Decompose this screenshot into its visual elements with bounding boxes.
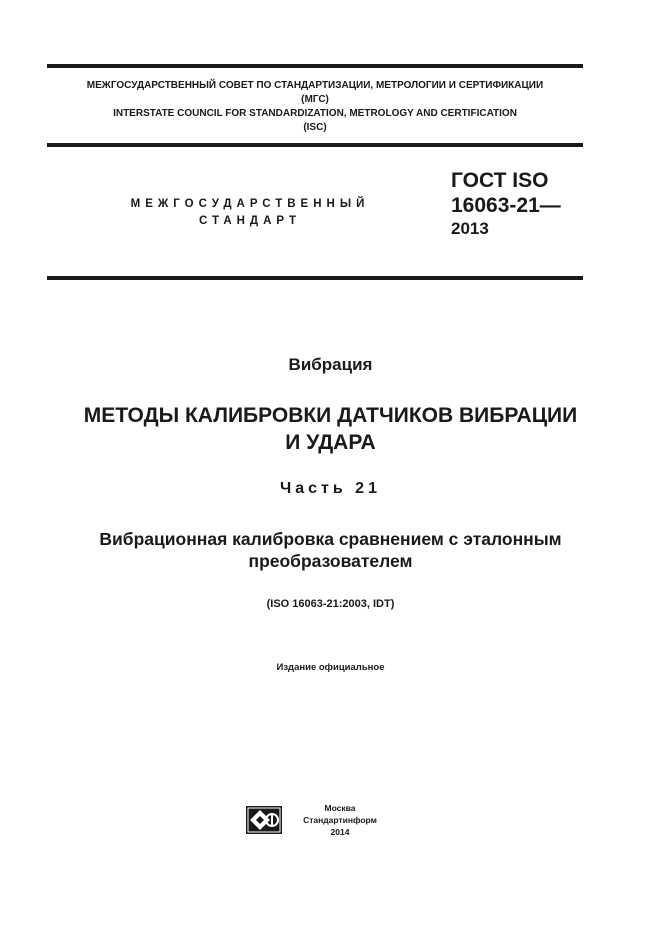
imprint-publisher: Стандартинформ [303,815,377,825]
subject-title: Вибрация [288,355,373,374]
part-label: Часть 21 [280,480,381,497]
council-name-ru: МЕЖГОСУДАРСТВЕННЫЙ СОВЕТ ПО СТАНДАРТИЗАЦИИ, МЕТРОЛОГИИ И СЕРТИФИКАЦИИ [86,80,544,91]
imprint-year: 2014 [330,827,350,837]
imprint [290,802,390,838]
designation-line2: 16063-21— [451,194,561,217]
council-header [47,79,583,135]
main-title-line1: МЕТОДЫ КАЛИБРОВКИ ДАТЧИКОВ ВИБРАЦИИ [83,404,578,427]
standard-kind-line2: СТАНДАРТ [199,215,301,227]
designation-rule [47,276,583,280]
subtitle-line1: Вибрационная калибровка сравнением с эталонным [99,529,562,549]
subtitle-line2: преобразователем [248,551,413,571]
imprint-city: Москва [324,803,356,813]
designation-line1: ГОСТ ISO [451,169,549,192]
council-name-en: INTERSTATE COUNCIL FOR STANDARDIZATION, METROLOGY AND CERTIFICATION [113,108,517,119]
standard-kind [105,196,395,230]
subtitle [0,528,661,572]
iso-reference: (ISO 16063-21:2003, IDT) [266,598,395,610]
designation-year: 2013 [451,219,489,238]
main-title [0,402,661,456]
header-rule [47,143,583,147]
edition-label: Издание официальное [276,662,385,673]
standard-kind-line1: МЕЖГОСУДАРСТВЕННЫЙ [130,198,370,210]
council-abbr-ru: (МГС) [301,94,329,105]
council-abbr-en: (ISC) [303,122,327,133]
standard-designation [451,168,561,239]
main-title-line2: И УДАРА [285,431,376,454]
top-rule [47,64,583,68]
standartinform-logo-icon [246,806,282,834]
